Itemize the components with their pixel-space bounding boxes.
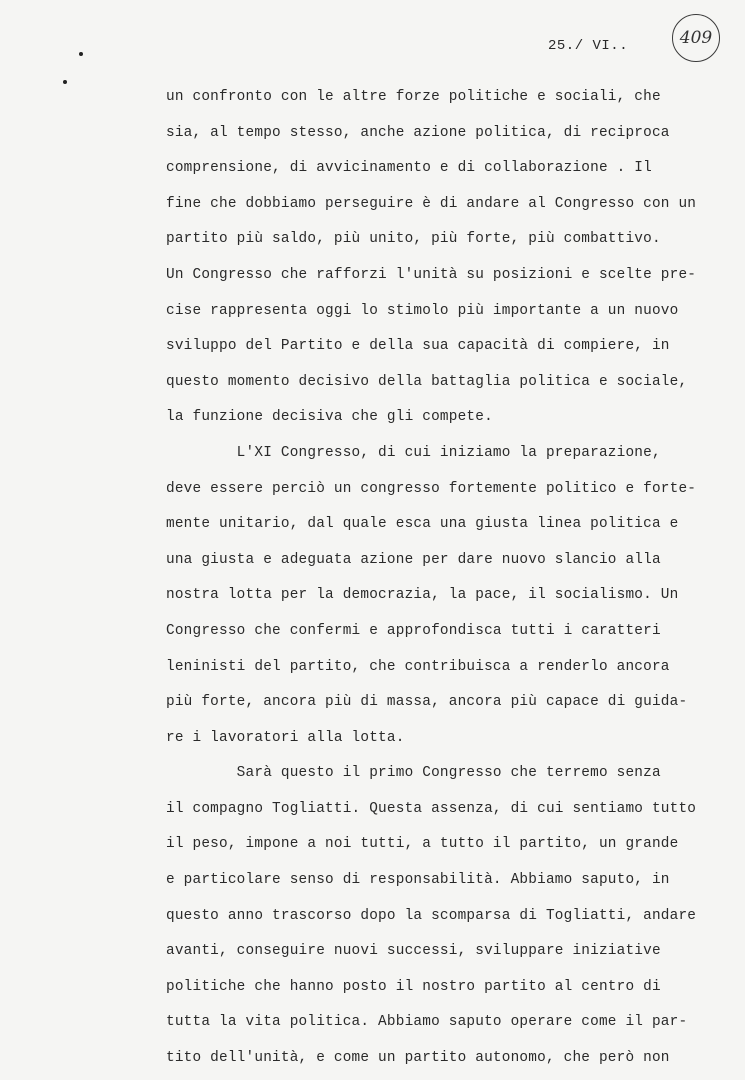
text-line: il peso, impone a noi tutti, a tutto il partito, un grande [166,836,679,853]
text-line: più forte, ancora più di massa, ancora più capace di guida- [166,694,688,711]
text-line: mente unitario, dal quale esca una giusta linea politica e [166,516,679,533]
text-line: una giusta e adeguata azione per dare nuovo slancio alla [166,551,661,568]
text-line: fine che dobbiamo perseguire è di andare al Congresso con un [166,195,697,212]
body-text [166,80,706,1077]
text-line: cise rappresenta oggi lo stimolo più importante a un nuovo [166,302,679,319]
text-line: L'XI Congresso, di cui iniziamo la preparazione, [166,444,661,461]
text-line: e particolare senso di responsabilità. Abbiamo saputo, in [166,872,670,889]
text-line: un confronto con le altre forze politiche e sociali, che [166,89,661,105]
text-line: tito dell'unità, e come un partito autonomo, che però non [166,1050,670,1067]
ink-dot [79,52,83,56]
text-line: nostra lotta per la democrazia, la pace, il socialismo. Un [166,587,679,604]
text-line: partito più saldo, più unito, più forte, più combattivo. [166,231,661,248]
text-line: re i lavoratori alla lotta. [166,729,405,746]
text-line: politiche che hanno posto il nostro partito al centro di [166,978,661,995]
text-line: comprensione, di avvicinamento e di collaborazione . Il [166,160,652,177]
text-line: questo momento decisivo della battaglia politica e sociale, [166,373,688,390]
text-line: questo anno trascorso dopo la scomparsa di Togliatti, andare [166,907,697,924]
page-header: 25./ VI.. [548,38,629,54]
text-line: avanti, conseguire nuovi successi, sviluppare iniziative [166,943,661,960]
text-line: sviluppo del Partito e della sua capacità di compiere, in [166,338,670,355]
text-line: Sarà questo il primo Congresso che terremo senza [166,765,661,782]
text-line: leninisti del partito, che contribuisca a renderlo ancora [166,658,670,675]
text-line: tutta la vita politica. Abbiamo saputo operare come il par- [166,1014,688,1031]
page-number-stamp: 409 [672,14,720,62]
text-line: Un Congresso che rafforzi l'unità su posizioni e scelte pre- [166,266,697,283]
text-line: la funzione decisiva che gli compete. [166,409,493,426]
text-line: Congresso che confermi e approfondisca tutti i caratteri [166,622,661,639]
text-line: sia, al tempo stesso, anche azione politica, di reciproca [166,124,670,141]
text-line: il compagno Togliatti. Questa assenza, di cui sentiamo tutto [166,800,697,817]
ink-dot [63,80,67,84]
text-line: deve essere perciò un congresso fortemente politico e forte- [166,480,697,497]
